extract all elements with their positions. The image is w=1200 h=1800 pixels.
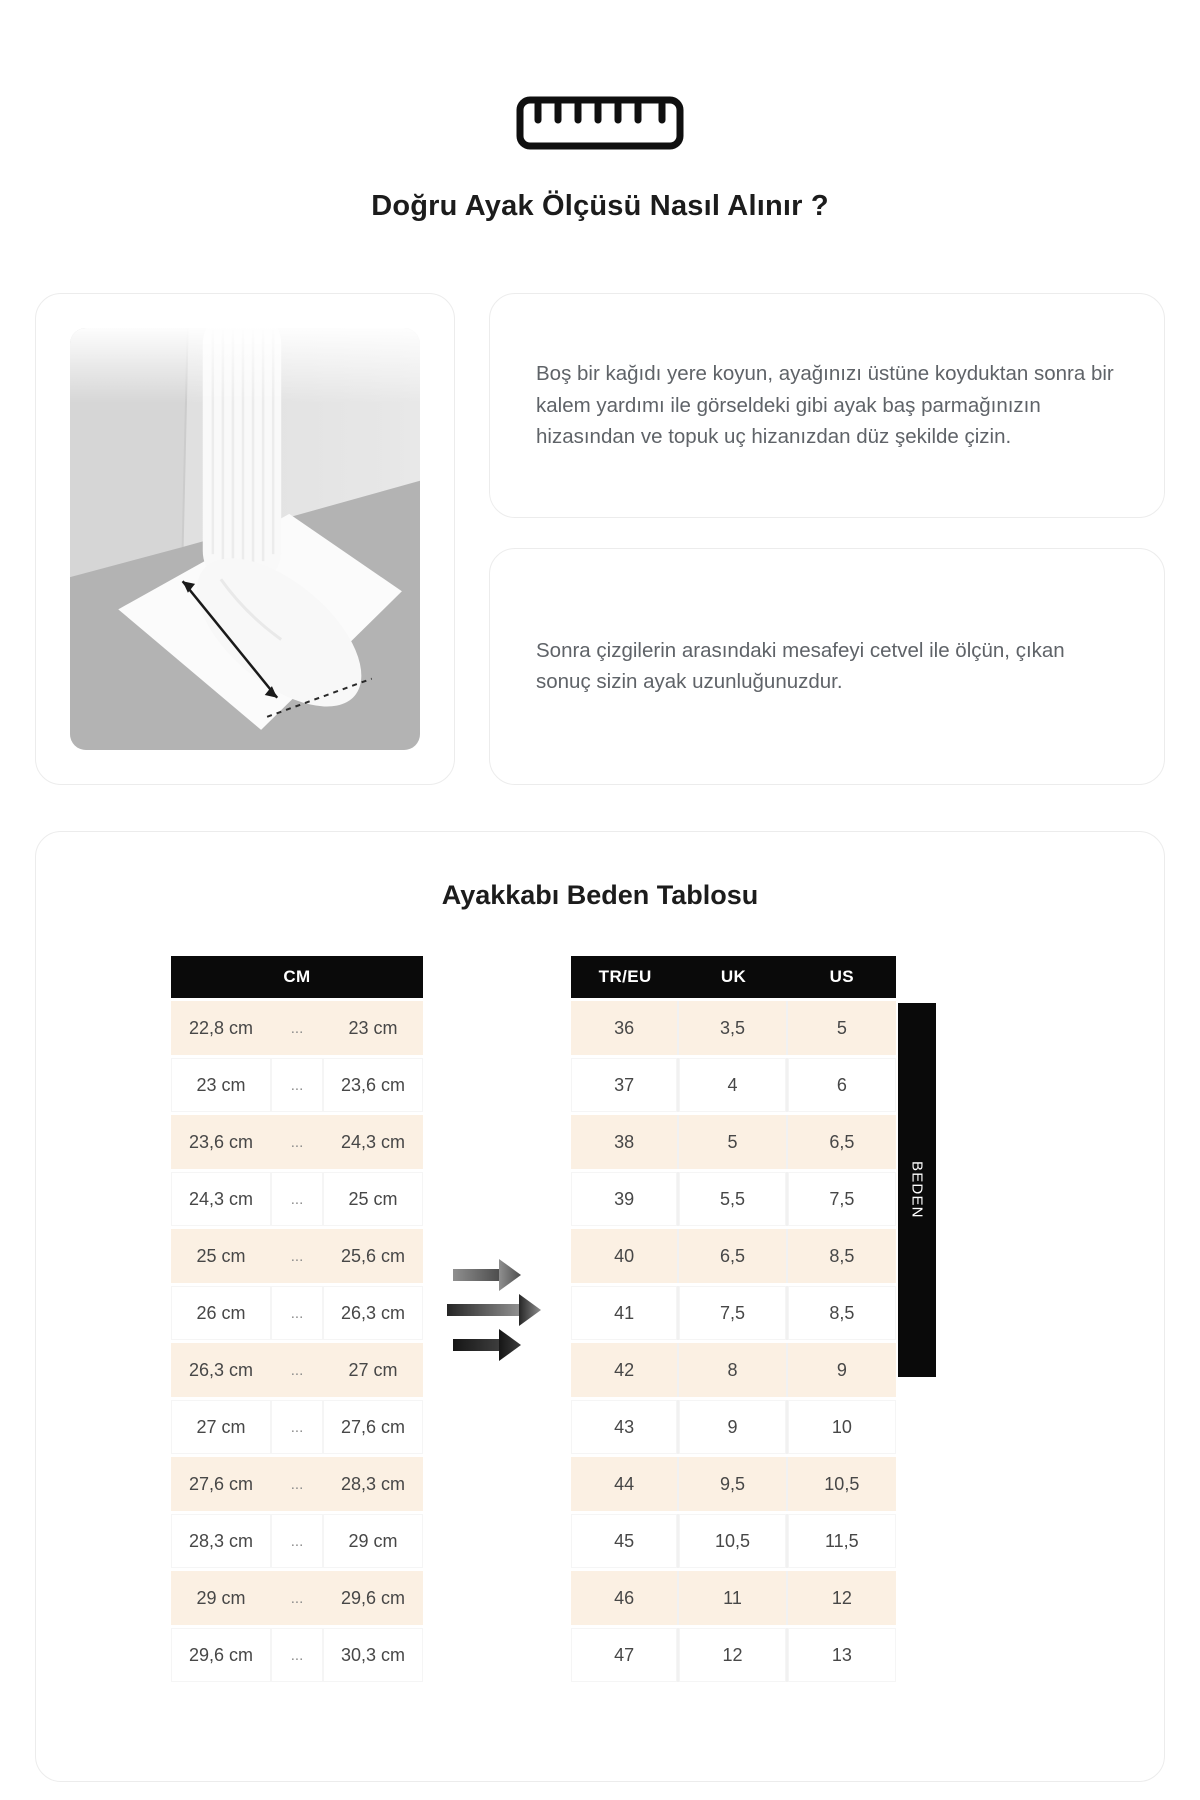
range-separator: ...	[271, 1628, 323, 1682]
size-tables-row	[36, 953, 1164, 1685]
header-us: US	[788, 956, 896, 998]
table-row	[171, 1400, 423, 1454]
table-cell: 40	[571, 1229, 679, 1283]
range-separator: ...	[271, 1514, 323, 1568]
table-cell: 27,6 cm	[171, 1457, 271, 1511]
range-separator: ...	[271, 1571, 323, 1625]
table-cell: 38	[571, 1115, 679, 1169]
table-cell: 41	[571, 1286, 679, 1340]
ruler-icon-graphic	[516, 96, 684, 150]
table-cell: 26 cm	[171, 1286, 271, 1340]
size-table-section	[35, 831, 1165, 1782]
range-separator: ...	[271, 1343, 323, 1397]
table-cell: 4	[679, 1058, 787, 1112]
table-cell: 39	[571, 1172, 679, 1226]
ruler-icon	[0, 96, 1200, 150]
table-cell: 44	[571, 1457, 679, 1511]
table-cell: 46	[571, 1571, 679, 1625]
international-size-table-wrap	[571, 953, 926, 1685]
instruction-cards	[489, 293, 1165, 785]
range-separator: ...	[271, 1058, 323, 1112]
table-row	[571, 1058, 896, 1112]
table-cell: 26,3 cm	[323, 1286, 423, 1340]
table-row	[571, 1628, 896, 1682]
table-row	[571, 1001, 896, 1055]
table-cell: 12	[679, 1628, 787, 1682]
arrow-short-top	[453, 1259, 521, 1291]
table-cell: 23,6 cm	[171, 1115, 271, 1169]
table-cell: 13	[788, 1628, 896, 1682]
table-cell: 9	[788, 1343, 896, 1397]
table-cell: 37	[571, 1058, 679, 1112]
header-uk: UK	[679, 956, 787, 998]
range-separator: ...	[271, 1229, 323, 1283]
cm-header-label: CM	[171, 956, 423, 998]
table-row	[171, 1058, 423, 1112]
table-row	[171, 1343, 423, 1397]
range-separator: ...	[271, 1457, 323, 1511]
table-cell: 25 cm	[323, 1172, 423, 1226]
table-row	[171, 1457, 423, 1511]
international-size-table	[571, 953, 896, 1685]
page-title: Doğru Ayak Ölçüsü Nasıl Alınır ?	[371, 190, 829, 222]
table-cell: 9	[679, 1400, 787, 1454]
table-cell: 26,3 cm	[171, 1343, 271, 1397]
header-tr-eu: TR/EU	[571, 956, 679, 998]
table-row	[571, 1343, 896, 1397]
table-cell: 6,5	[679, 1229, 787, 1283]
size-table-title: Ayakkabı Beden Tablosu	[441, 880, 759, 910]
page-header	[0, 0, 1200, 223]
table-cell: 25,6 cm	[323, 1229, 423, 1283]
table-cell: 45	[571, 1514, 679, 1568]
table-row	[571, 1400, 896, 1454]
table-row	[171, 1001, 423, 1055]
table-cell: 22,8 cm	[171, 1001, 271, 1055]
cm-table-body	[171, 1001, 423, 1682]
table-cell: 5,5	[679, 1172, 787, 1226]
table-row	[171, 1115, 423, 1169]
instructions-row	[35, 293, 1165, 785]
table-cell: 5	[679, 1115, 787, 1169]
table-cell: 11,5	[788, 1514, 896, 1568]
instruction-step-1-text: Boş bir kağıdı yere koyun, ayağınızı üstüne koyduktan sonra bir kalem yardımı ile görseldeki gibi ayak baş parmağınızın hizasından ve topuk uç hizanızdan düz şekilde çizin.	[536, 361, 1114, 449]
table-cell: 11	[679, 1571, 787, 1625]
foot-on-paper-illustration	[70, 328, 420, 750]
table-row	[571, 1571, 896, 1625]
arrow-long-middle	[447, 1294, 541, 1326]
table-row	[171, 1286, 423, 1340]
table-row	[171, 1514, 423, 1568]
table-cell: 25 cm	[171, 1229, 271, 1283]
photo-top-fade	[70, 328, 420, 403]
table-cell: 42	[571, 1343, 679, 1397]
table-row	[171, 1229, 423, 1283]
instruction-step-2-text: Sonra çizgilerin arasındaki mesafeyi cetvel ile ölçün, çıkan sonuç sizin ayak uzunluğunuzdur.	[536, 638, 1065, 694]
table-cell: 36	[571, 1001, 679, 1055]
table-row	[571, 1172, 896, 1226]
table-cell: 23 cm	[323, 1001, 423, 1055]
table-row	[171, 1628, 423, 1682]
cm-table-header	[171, 956, 423, 998]
table-cell: 8	[679, 1343, 787, 1397]
table-cell: 3,5	[679, 1001, 787, 1055]
table-row	[571, 1514, 896, 1568]
table-cell: 27 cm	[171, 1400, 271, 1454]
size-table-header	[571, 956, 896, 998]
table-cell: 28,3 cm	[171, 1514, 271, 1568]
table-cell: 47	[571, 1628, 679, 1682]
table-cell: 29 cm	[323, 1514, 423, 1568]
table-cell: 27 cm	[323, 1343, 423, 1397]
foot-measure-photo-card	[35, 293, 455, 785]
table-row	[571, 1286, 896, 1340]
range-separator: ...	[271, 1115, 323, 1169]
conversion-arrows	[423, 953, 571, 1365]
instruction-step-1-card	[489, 293, 1165, 518]
table-cell: 6,5	[788, 1115, 896, 1169]
table-cell: 12	[788, 1571, 896, 1625]
table-cell: 8,5	[788, 1229, 896, 1283]
table-row	[571, 1457, 896, 1511]
table-cell: 43	[571, 1400, 679, 1454]
table-cell: 10,5	[788, 1457, 896, 1511]
table-cell: 10	[788, 1400, 896, 1454]
table-cell: 23,6 cm	[323, 1058, 423, 1112]
table-cell: 10,5	[679, 1514, 787, 1568]
table-row	[571, 1229, 896, 1283]
table-cell: 5	[788, 1001, 896, 1055]
table-cell: 29,6 cm	[171, 1628, 271, 1682]
table-cell: 23 cm	[171, 1058, 271, 1112]
table-cell: 7,5	[788, 1172, 896, 1226]
range-separator: ...	[271, 1286, 323, 1340]
table-cell: 7,5	[679, 1286, 787, 1340]
table-cell: 27,6 cm	[323, 1400, 423, 1454]
table-cell: 8,5	[788, 1286, 896, 1340]
cm-table	[171, 953, 423, 1685]
instruction-step-2-card	[489, 548, 1165, 785]
table-cell: 24,3 cm	[323, 1115, 423, 1169]
table-cell: 6	[788, 1058, 896, 1112]
table-cell: 9,5	[679, 1457, 787, 1511]
table-row	[571, 1115, 896, 1169]
foot-measure-photo	[70, 328, 420, 750]
table-row	[171, 1172, 423, 1226]
range-separator: ...	[271, 1400, 323, 1454]
range-separator: ...	[271, 1172, 323, 1226]
table-cell: 29 cm	[171, 1571, 271, 1625]
table-cell: 29,6 cm	[323, 1571, 423, 1625]
size-table-body	[571, 1001, 896, 1682]
arrow-short-bottom	[453, 1329, 521, 1361]
table-cell: 24,3 cm	[171, 1172, 271, 1226]
beden-side-label: BEDEN	[898, 1003, 936, 1377]
table-cell: 30,3 cm	[323, 1628, 423, 1682]
table-cell: 28,3 cm	[323, 1457, 423, 1511]
range-separator: ...	[271, 1001, 323, 1055]
table-row	[171, 1571, 423, 1625]
arrows-right-icon	[447, 1253, 547, 1365]
